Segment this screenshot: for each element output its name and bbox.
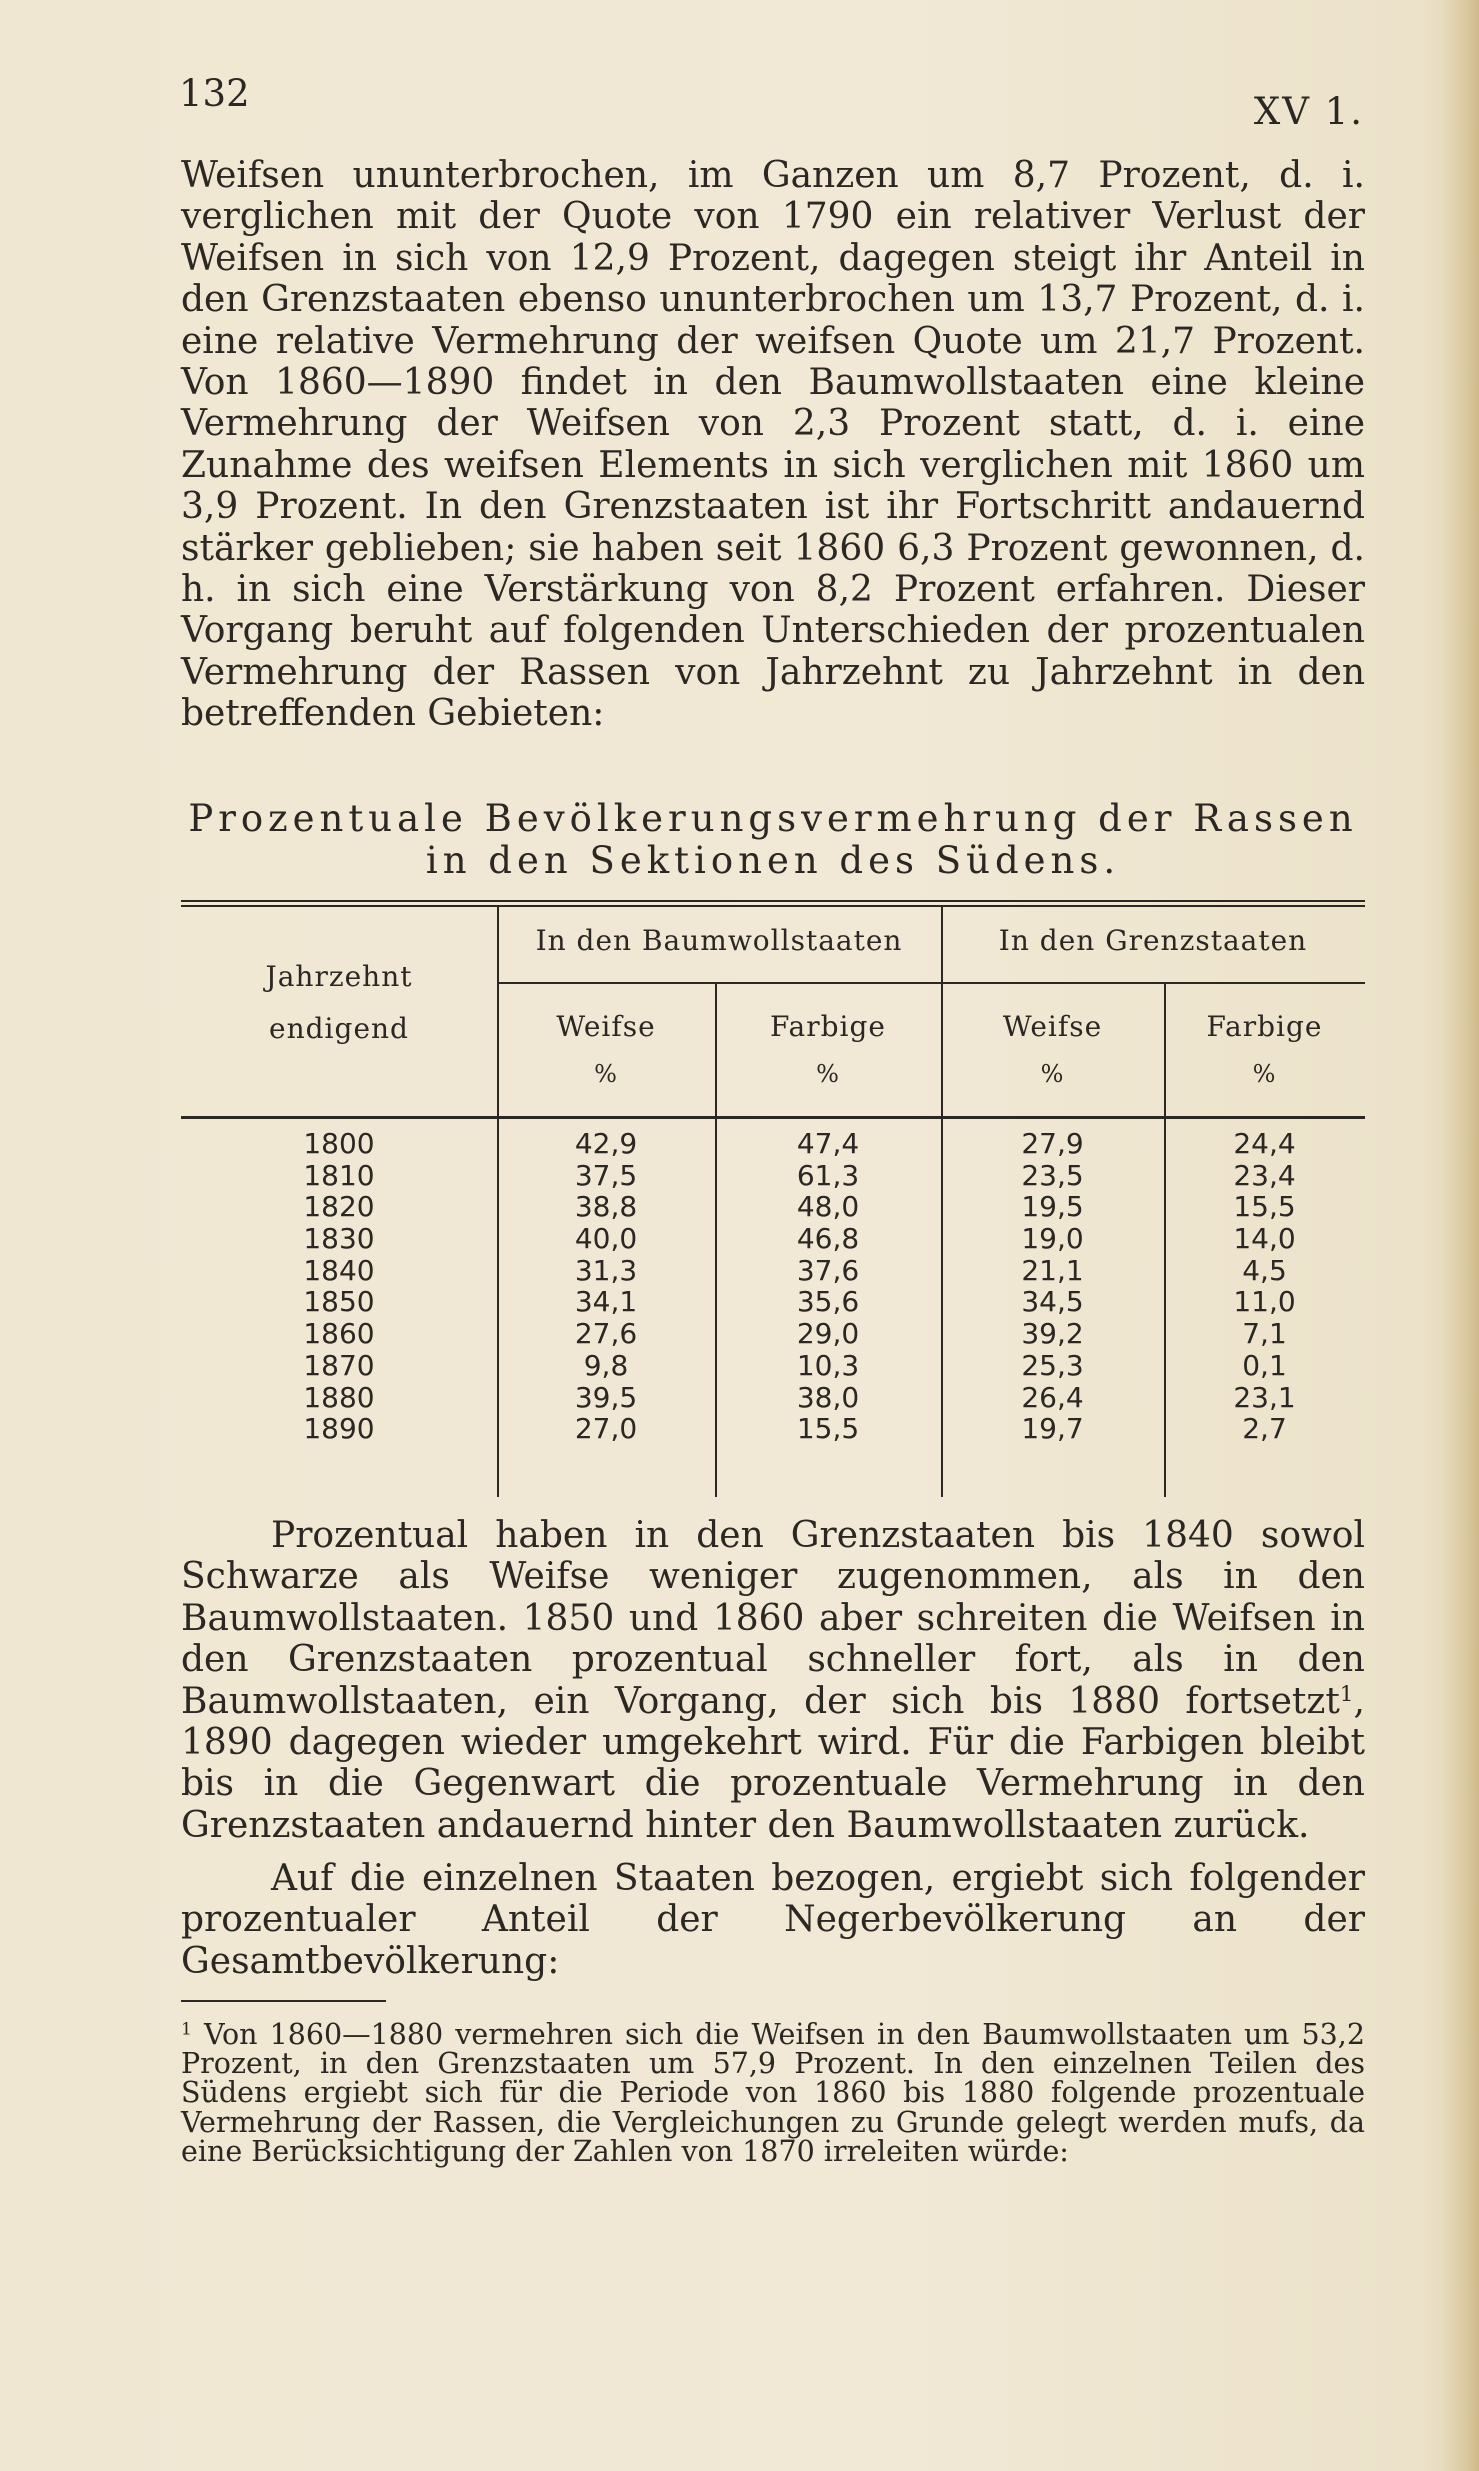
cell-border-white: 23,5 xyxy=(1021,1158,1084,1192)
cell-border-colored: 7,1 xyxy=(1242,1317,1287,1351)
cell-cotton-colored: 10,3 xyxy=(796,1348,860,1382)
cell-year: 1880 xyxy=(303,1380,375,1414)
cell-cotton-white: 31,3 xyxy=(574,1253,638,1287)
cell-year: 1800 xyxy=(303,1127,375,1160)
cell-year: 1820 xyxy=(303,1190,375,1224)
cell-year: 1890 xyxy=(303,1412,375,1446)
unit-border-colored: % xyxy=(1252,1060,1277,1088)
cell-year: 1830 xyxy=(303,1222,375,1256)
table-row xyxy=(181,1160,1365,1192)
table-row xyxy=(181,1413,1365,1445)
paragraph-3: Auf die einzelnen Staaten bezogen, ergiebt sich folgender prozentualer Anteil der Negerbevölkerung an der Gesamtbevölkerung: xyxy=(181,1858,1365,1982)
table-rule-header xyxy=(181,1116,1365,1119)
cell-border-white: 26,4 xyxy=(1021,1380,1084,1414)
cell-border-colored: 23,4 xyxy=(1233,1158,1296,1192)
cell-cotton-white: 40,0 xyxy=(574,1222,638,1256)
cell-border-colored: 11,0 xyxy=(1233,1285,1296,1319)
cell-year: 1870 xyxy=(303,1348,375,1382)
cell-year: 1860 xyxy=(303,1317,375,1351)
page-header xyxy=(179,72,1364,132)
cell-cotton-colored: 46,8 xyxy=(796,1222,860,1256)
group-rule xyxy=(497,982,1365,984)
header-border-colored: Farbige xyxy=(1206,1010,1323,1043)
cell-border-white: 27,9 xyxy=(1021,1127,1084,1160)
table-row xyxy=(181,1382,1365,1414)
unit-cotton-white: % xyxy=(594,1060,618,1088)
cell-year: 1850 xyxy=(303,1285,375,1319)
cell-cotton-colored: 29,0 xyxy=(796,1317,860,1351)
header-group-border: In den Grenzstaaten xyxy=(998,924,1308,957)
cell-border-white: 21,1 xyxy=(1021,1253,1084,1287)
page-edge xyxy=(1441,0,1479,2471)
footnote-rule xyxy=(181,2000,386,2002)
cell-border-white: 25,3 xyxy=(1021,1348,1084,1382)
population-table xyxy=(181,900,1365,1498)
footnote xyxy=(181,2020,1365,2166)
cell-border-colored: 14,0 xyxy=(1233,1222,1296,1256)
table-row xyxy=(181,1318,1365,1350)
footnote-marker: 1 xyxy=(181,2019,192,2040)
table-row xyxy=(181,1128,1365,1160)
header-year-2: endigend xyxy=(269,1012,409,1045)
cell-border-white: 34,5 xyxy=(1021,1285,1084,1319)
cell-cotton-white: 37,5 xyxy=(574,1158,638,1192)
table-title-line-2: in den Sektionen des Südens. xyxy=(425,839,1121,882)
cell-cotton-colored: 48,0 xyxy=(796,1190,860,1224)
cell-cotton-white: 38,8 xyxy=(574,1190,638,1224)
cell-cotton-colored: 61,3 xyxy=(796,1158,860,1192)
table-title xyxy=(181,798,1365,882)
header-group-cotton: In den Baumwollstaaten xyxy=(535,924,903,957)
cell-year: 1810 xyxy=(303,1158,375,1192)
table-title-line-1: Prozentuale Bevölkerungsvermehrung der Rassen xyxy=(188,797,1358,840)
cell-cotton-colored: 38,0 xyxy=(796,1380,860,1414)
header-cotton-white: Weifse xyxy=(556,1010,656,1043)
cell-cotton-colored: 15,5 xyxy=(796,1412,860,1446)
cell-border-colored: 2,7 xyxy=(1242,1412,1287,1446)
table-row xyxy=(181,1223,1365,1255)
cell-border-white: 39,2 xyxy=(1021,1317,1084,1351)
header-year-1: Jahrzehnt xyxy=(265,960,413,993)
unit-cotton-colored: % xyxy=(816,1060,840,1088)
paragraph-2-text-cont: , 1890 dagegen wieder umgekehrt wird. Für die Farbigen bleibt bis in die Gegenwart die prozentuale Vermehrung in den Grenzstaaten andauernd hinter den Baumwollstaaten zurück. xyxy=(181,1680,1365,1846)
cell-cotton-colored: 37,6 xyxy=(796,1253,860,1287)
cell-border-colored: 4,5 xyxy=(1242,1253,1287,1287)
unit-border-white: % xyxy=(1040,1060,1065,1088)
paragraph-2 xyxy=(181,1515,1365,1846)
table-row xyxy=(181,1255,1365,1287)
cell-border-white: 19,5 xyxy=(1021,1190,1084,1224)
cell-cotton-colored: 35,6 xyxy=(796,1285,860,1319)
table-row xyxy=(181,1191,1365,1223)
table-rule-top xyxy=(181,900,1365,902)
cell-cotton-white: 42,9 xyxy=(574,1127,638,1160)
footnote-reference[interactable]: 1 xyxy=(1339,1681,1354,1707)
cell-border-colored: 15,5 xyxy=(1233,1190,1296,1224)
cell-border-colored: 24,4 xyxy=(1233,1127,1296,1160)
section-marker: XV 1. xyxy=(1253,90,1364,133)
table-row xyxy=(181,1350,1365,1382)
cell-cotton-colored: 47,4 xyxy=(796,1127,860,1160)
cell-border-white: 19,0 xyxy=(1021,1222,1084,1256)
table-body xyxy=(181,1128,1365,1445)
footnote-text: Von 1860—1880 vermehren sich die Weifsen in den Baumwollstaaten um 53,2 Prozent, in den Grenzstaaten um 57,9 Prozent. In den einzelnen Teilen des Südens ergiebt sich für die Periode von 1860 bis 1880 folgende prozentuale Vermehrung der Rassen, die Vergleichungen zu Grunde gelegt werden mufs, da eine Berücksichtigung der Zahlen von 1870 irreleiten würde: xyxy=(181,2018,1365,2168)
table-row xyxy=(181,1286,1365,1318)
cell-border-white: 19,7 xyxy=(1021,1412,1084,1446)
cell-cotton-white: 27,0 xyxy=(574,1412,638,1446)
page-number: 132 xyxy=(179,72,250,115)
cell-cotton-white: 27,6 xyxy=(574,1317,638,1351)
table-rule-top-2 xyxy=(181,905,1365,907)
paragraph-1: Weifsen ununterbrochen, im Ganzen um 8,7 Prozent, d. i. verglichen mit der Quote von 1790 ein relativer Verlust der Weifsen in sich von 12,9 Prozent, dagegen steigt ihr Anteil in den Grenzstaaten ebenso ununterbrochen um 13,7 Prozent, d. i. eine relative Vermehrung der weifsen Quote um 21,7 Prozent. Von 1860—1890 findet in den Baumwollstaaten eine kleine Vermehrung der Weifsen von 2,3 Prozent statt, d. i. eine Zunahme des weifsen Elements in sich verglichen mit 1860 um 3,9 Prozent. In den Grenzstaaten ist ihr Fortschritt andauernd stärker geblieben; sie haben seit 1860 6,3 Prozent gewonnen, d. h. in sich eine Verstärkung von 8,2 Prozent erfahren. Dieser Vorgang beruht auf folgenden Unterschieden der prozentualen Vermehrung der Rassen von Jahrzehnt zu Jahrzehnt in den betreffenden Gebieten: xyxy=(181,155,1365,735)
cell-cotton-white: 34,1 xyxy=(574,1285,638,1319)
cell-cotton-white: 9,8 xyxy=(583,1348,629,1382)
cell-cotton-white: 39,5 xyxy=(574,1380,638,1414)
cell-border-colored: 23,1 xyxy=(1233,1380,1296,1414)
cell-year: 1840 xyxy=(303,1253,375,1287)
paragraph-2-text: Prozentual haben in den Grenzstaaten bis 1840 sowol Schwarze als Weifse weniger zugenommen, als in den Baumwollstaaten. 1850 und 1860 aber schreiten die Weifsen in den Grenzstaaten prozentual schneller fort, als in den Baumwollstaaten, ein Vorgang, der sich bis 1880 fortsetzt xyxy=(181,1515,1365,1722)
header-cotton-colored: Farbige xyxy=(770,1010,886,1043)
header-border-white: Weifse xyxy=(1002,1010,1103,1043)
cell-border-colored: 0,1 xyxy=(1242,1348,1287,1382)
